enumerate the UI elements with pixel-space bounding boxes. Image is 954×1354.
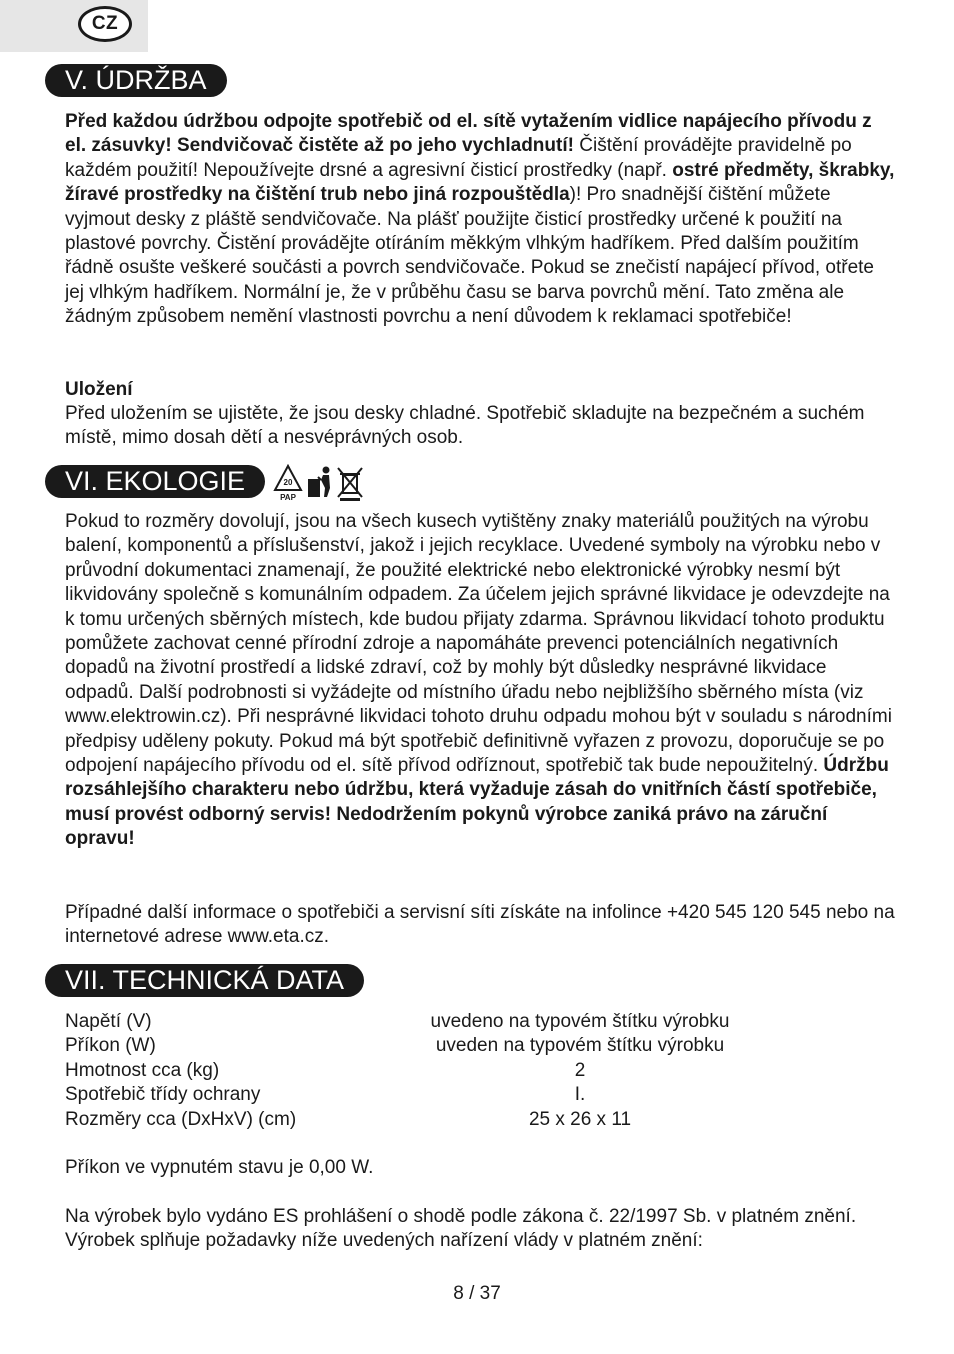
tech-value: 2 bbox=[574, 1059, 586, 1081]
recycle-symbol-icon bbox=[275, 464, 301, 502]
tech-label: Napětí (V) bbox=[65, 1011, 152, 1032]
tech-label: Hmotnost cca (kg) bbox=[65, 1059, 220, 1081]
maintenance-text-1: Čištění provádějte pravidelně po každém použití! Nepoužívejte drsné a agresivní čisticí prostředky (např. bbox=[65, 135, 852, 181]
declaration-text: Na výrobek bylo vydáno ES prohlášení o shodě podle zákona č. 22/1997 Sb. v platném znění. Výrobek splňuje požadavky níže uvedených nařízení vlády v platném znění: bbox=[65, 1206, 857, 1252]
tech-value: I. bbox=[574, 1084, 586, 1106]
ecology-warning-bold: Údržbu rozsáhlejšího charakteru nebo údržbu, která vyžaduje zásah do vnitřních částí spotřebiče, musí provést odborný servis! Nedodržením pokynů výrobce zaniká právo na záruční opravu! bbox=[65, 755, 889, 850]
tech-label: Příkon (W) bbox=[65, 1035, 156, 1057]
recycle-code: 20 bbox=[283, 478, 293, 487]
ecology-symbols bbox=[272, 463, 368, 508]
service-info-paragraph: Případné další informace o spotřebiči a servisní síti získáte na infolince +420 545 120 545 nebo na internetové adrese www.eta.cz. bbox=[65, 902, 895, 948]
section-heading-technical-data: VII. TECHNICKÁ DATA bbox=[45, 964, 364, 997]
recycling-icons-group bbox=[272, 463, 368, 503]
tech-row bbox=[65, 1083, 895, 1107]
storage-text: Před uložením se ujistěte, že jsou desky chladné. Spotřebič skladujte na bezpečném a suchém místě, mimo dosah dětí a nesvéprávných osob. bbox=[65, 403, 865, 449]
maintenance-warning-bold: Před každou údržbou odpojte spotřebič od el. sítě vytažením vidlice napájecího přívodu z el. zásuvky! Sendvičovač čistěte až po jeho vychladnutí! bbox=[65, 111, 872, 157]
section-heading-ecology: VI. EKOLOGIE bbox=[45, 465, 265, 498]
maintenance-bold-2: ostré předměty, škrabky, žíravé prostředky na čištění trub nebo jiná rozpouštědla bbox=[65, 159, 895, 206]
tech-value: 25 x 26 x 11 bbox=[528, 1108, 632, 1130]
tech-value: uvedeno na typovém štítku výrobku bbox=[430, 1011, 730, 1032]
tech-row bbox=[65, 1059, 895, 1083]
recycle-label: PAP bbox=[280, 493, 296, 502]
language-badge: CZ bbox=[78, 6, 132, 42]
ecology-text: Pokud to rozměry dovolují, jsou na všech kusech vytištěny znaky materiálů použitých na výrobu balení, komponentů a příslušenství, jakož i jejich recyklace. Uvedené symboly na výrobku nebo v průvodní dokumentaci znamenají, že použité elektrické nebo elektronické výrobky nesmí být likvidovány společně s komunálním odpadem. Za účelem jejich správné likvidace je odevzdejte na k tomu určených sběrných místech, kde budou přijaty zdarma. Správnou likvidací tohoto produktu pomůžete zachovat cenné přírodní zdroje a napomáháte prevenci potenciálních negativních dopadů na životní prostředí a lidské zdraví, což by mohly být důsledky nesprávné likvidace odpadů. Další podrobnosti si vyžádejte od místního úřadu nebo nejbližšího sběrného místa (viz www.elektrowin.cz). Při nesprávné likvidaci tohoto druhu odpadu mohou být v souladu s národními předpisy uděleny pokuty. Pokud má být spotřebič definitivně vyřazen z provozu, doporučuje se po odpojení napájecího přívodu od el. sítě přívod odříznout, spotřebič tak bude nepoužitelný. bbox=[65, 511, 892, 777]
tech-row bbox=[65, 1010, 895, 1034]
section-heading-maintenance: V. ÚDRŽBA bbox=[45, 64, 227, 97]
page-number: 8 / 37 bbox=[453, 1283, 501, 1304]
tech-value: uveden na typovém štítku výrobku bbox=[435, 1035, 725, 1057]
ecology-paragraph bbox=[65, 510, 895, 852]
tech-label: Spotřebič třídy ochrany bbox=[65, 1084, 261, 1106]
maintenance-paragraph bbox=[65, 110, 895, 330]
technical-data-table bbox=[65, 1010, 895, 1132]
storage-title-text: Uložení bbox=[65, 379, 133, 400]
tech-row bbox=[65, 1034, 895, 1058]
standby-power-text: Příkon ve vypnutém stavu je 0,00 W. bbox=[65, 1157, 374, 1178]
tech-label: Rozměry cca (DxHxV) (cm) bbox=[65, 1108, 297, 1130]
crossed-bin-icon bbox=[338, 468, 362, 501]
tech-row bbox=[65, 1108, 895, 1132]
storage-title bbox=[65, 378, 895, 402]
maintenance-text-2: )! Pro snadnější čištění můžete vyjmout desky z pláště sendvičovače. Na plášť použijte čisticí prostředky určené k použití na plastové povrchy. Čistění provádějte otíráním měkkým vlhkým hadříkem. Před dalším použitím řádně osušte veškeré součásti a povrch sendvičovače. Pokud se znečistí napájecí přívod, otřete jej vlhkým hadříkem. Normální je, že v průběhu času se barva povrchů mění. Tato změna ale žádným způsobem nemění vlastnosti povrchu a není důvodem k reklamaci spotřebiče! bbox=[65, 184, 875, 328]
tidy-man-icon bbox=[308, 467, 330, 498]
